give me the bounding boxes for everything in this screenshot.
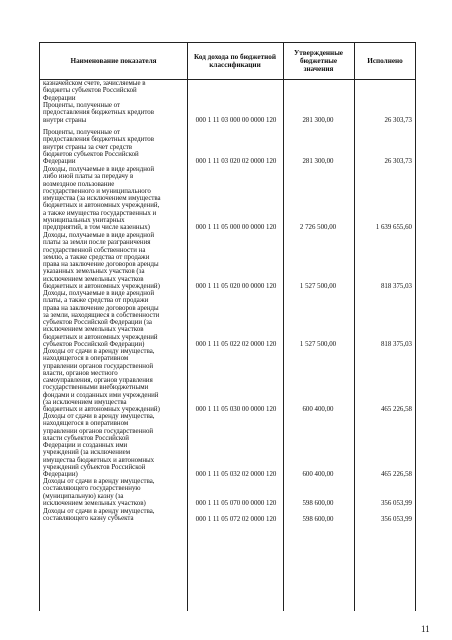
row-done: 818 375,03 <box>380 340 412 348</box>
row-done: 356 053,99 <box>380 515 412 523</box>
row-code: 000 1 11 05 000 00 0000 120 <box>195 224 277 231</box>
row-approved: 281 300,00 <box>302 116 334 124</box>
row-code: 000 1 11 05 022 02 0000 120 <box>195 340 277 348</box>
row-name: Проценты, полученные от предоставления бюджетных кредитов внутри страны <box>43 102 154 124</box>
row-approved: 281 300,00 <box>302 158 334 165</box>
row-done: 1 639 655,60 <box>375 224 412 231</box>
header-name: Наименование показателя <box>70 57 157 65</box>
row-code: 000 1 11 05 030 00 0000 120 <box>195 406 277 413</box>
row-done: 465 226,58 <box>380 471 412 478</box>
table-header <box>40 43 416 80</box>
row-approved: 1 527 500,00 <box>299 282 337 290</box>
revenue-table <box>39 42 416 611</box>
column-divider <box>354 43 355 611</box>
row-code: 000 1 11 05 020 00 0000 120 <box>195 282 277 290</box>
row-name: Доходы от сдачи в аренду имущества, находящегося в оперативном управлении органов государственной власти субъектов Российской Федерации и созданных ими учреждений (за исключением имущества бюджетных и автономных учреждений субъектов Российской Федерации) <box>43 413 155 478</box>
row-code: 000 1 11 03 020 02 0000 120 <box>195 158 277 165</box>
row-done: 818 375,03 <box>380 282 412 290</box>
page-number: 11 <box>421 624 430 634</box>
row-name: Доходы, получаемые в виде арендной либо иной платы за передачу в возмездное пользование государственного и муниципального имущества (за исключением имущества бюджетных и автономных учреждений, а также имущества государственных и муниципальных унитарных предприятий, в том числе казенных) <box>43 166 161 231</box>
row-name: Доходы, получаемые в виде арендной платы, а также средства от продажи права на заключение договоров аренды за земли, находящиеся в собственности субъектов Российской Федерации (за исключением земельных участков бюджетных и автономных учреждений субъектов Российской Федерации) <box>43 290 160 348</box>
row-approved: 598 600,00 <box>302 500 334 507</box>
row-approved: 600 400,00 <box>302 471 334 478</box>
row-done: 465 226,58 <box>380 406 412 413</box>
row-approved: 600 400,00 <box>302 406 334 413</box>
row-code: 000 1 11 03 000 00 0000 120 <box>195 116 277 124</box>
row-done: 356 053,99 <box>380 500 412 507</box>
column-divider <box>283 43 284 611</box>
column-divider <box>187 43 188 611</box>
row-approved: 598 600,00 <box>302 515 334 523</box>
header-approved: Утвержденные бюджетные значения <box>294 49 343 73</box>
column-divider <box>415 43 416 611</box>
row-approved: 1 527 500,00 <box>299 340 337 348</box>
header-done: Исполнено <box>367 57 403 65</box>
row-code: 000 1 11 05 070 00 0000 120 <box>195 500 277 507</box>
row-done: 26 303,73 <box>384 158 412 165</box>
row-name: казначейском счете, зачисляемые в бюджеты субъектов Российской Федерации <box>43 80 146 102</box>
row-done: 26 303,73 <box>384 116 412 124</box>
row-name: Доходы от сдачи в аренду имущества, составляющего казну субъекта <box>43 508 155 523</box>
header-code: Код дохода по бюджетной классификации <box>193 53 276 69</box>
row-code: 000 1 11 05 032 02 0000 120 <box>195 471 277 478</box>
row-name: Проценты, полученные от предоставления бюджетных кредитов внутри страны за счет средств бюджетов субъектов Российской Федерации <box>43 129 154 165</box>
row-approved: 2 726 500,00 <box>299 224 337 231</box>
row-name: Доходы от сдачи в аренду имущества, составляющего государственную (муниципальную) казну (за исключением земельных участков) <box>43 478 155 507</box>
row-name: Доходы, получаемые в виде арендной платы за земли после разграничения государственной собственности на землю, а также средства от продажи права на заключение договоров аренды указанных земельных участков (за исключением земельных участков бюджетных и автономных учреждений) <box>43 232 160 290</box>
row-name: Доходы от сдачи в аренду имущества, находящегося в оперативном управлении органов государственной власти, органов местного самоуправления, органов управления государственными внебюджетными фондами и созданных ими учреждений (за исключением имущества бюджетных и автономных учреждений) <box>43 348 160 413</box>
row-code: 000 1 11 05 072 02 0000 120 <box>195 515 277 523</box>
